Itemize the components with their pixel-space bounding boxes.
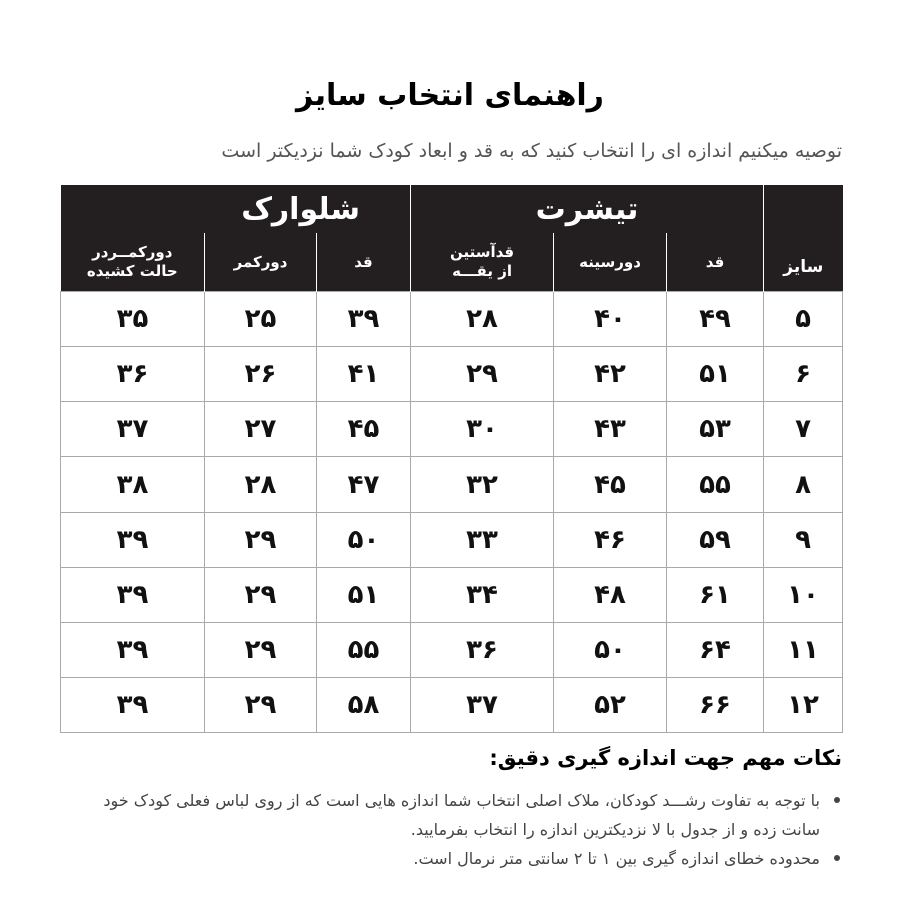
page-subtitle: توصیه میکنیم اندازه ای را انتخاب کنید که به قد و ابعاد کودک شما نزدیکتر است bbox=[221, 140, 842, 162]
bullet-icon bbox=[834, 797, 840, 803]
header-tshirt-chest: دورسینه bbox=[554, 233, 667, 292]
table-row bbox=[61, 457, 843, 512]
cell-waist-stretched: ۳۶ bbox=[61, 347, 205, 402]
cell-tshirt-chest: ۴۲ bbox=[554, 347, 667, 402]
cell-waist-stretched: ۳۹ bbox=[61, 677, 205, 732]
header-pants-height: قد bbox=[317, 233, 411, 292]
notes-title: نکات مهم جهت اندازه گیری دقیق: bbox=[489, 746, 842, 770]
cell-tshirt-height: ۵۱ bbox=[667, 347, 764, 402]
cell-waist: ۲۸ bbox=[205, 457, 317, 512]
cell-tshirt-height: ۶۱ bbox=[667, 567, 764, 622]
cell-sleeve-length: ۳۶ bbox=[411, 622, 554, 677]
cell-pants-height: ۳۹ bbox=[317, 292, 411, 347]
cell-size: ۵ bbox=[764, 292, 843, 347]
cell-sleeve-length: ۳۴ bbox=[411, 567, 554, 622]
table-row bbox=[61, 622, 843, 677]
table-row bbox=[61, 677, 843, 732]
cell-tshirt-chest: ۴۶ bbox=[554, 512, 667, 567]
table-row bbox=[61, 567, 843, 622]
cell-pants-height: ۴۱ bbox=[317, 347, 411, 402]
cell-waist: ۲۹ bbox=[205, 622, 317, 677]
cell-size: ۹ bbox=[764, 512, 843, 567]
cell-size: ۱۱ bbox=[764, 622, 843, 677]
cell-waist: ۲۷ bbox=[205, 402, 317, 457]
header-waist: دورکمر bbox=[205, 233, 317, 292]
cell-size: ۶ bbox=[764, 347, 843, 402]
header-group-pants: شلوارک bbox=[61, 185, 411, 233]
cell-size: ۱۲ bbox=[764, 677, 843, 732]
cell-waist: ۲۹ bbox=[205, 512, 317, 567]
cell-sleeve-length: ۳۷ bbox=[411, 677, 554, 732]
cell-sleeve-length: ۳۲ bbox=[411, 457, 554, 512]
cell-waist: ۲۹ bbox=[205, 567, 317, 622]
cell-pants-height: ۵۸ bbox=[317, 677, 411, 732]
cell-tshirt-height: ۵۳ bbox=[667, 402, 764, 457]
size-table bbox=[60, 185, 843, 733]
cell-tshirt-height: ۴۹ bbox=[667, 292, 764, 347]
table-row bbox=[61, 292, 843, 347]
table-row bbox=[61, 402, 843, 457]
cell-tshirt-chest: ۴۸ bbox=[554, 567, 667, 622]
cell-size: ۸ bbox=[764, 457, 843, 512]
cell-pants-height: ۴۵ bbox=[317, 402, 411, 457]
cell-waist: ۲۶ bbox=[205, 347, 317, 402]
cell-pants-height: ۵۵ bbox=[317, 622, 411, 677]
cell-tshirt-chest: ۴۳ bbox=[554, 402, 667, 457]
cell-pants-height: ۵۰ bbox=[317, 512, 411, 567]
cell-tshirt-chest: ۵۲ bbox=[554, 677, 667, 732]
cell-sleeve-length: ۲۹ bbox=[411, 347, 554, 402]
header-group-tshirt: تیشرت bbox=[411, 185, 764, 233]
header-tshirt-height: قد bbox=[667, 233, 764, 292]
cell-waist-stretched: ۳۷ bbox=[61, 402, 205, 457]
cell-waist: ۲۹ bbox=[205, 677, 317, 732]
cell-waist-stretched: ۳۵ bbox=[61, 292, 205, 347]
cell-sleeve-length: ۲۸ bbox=[411, 292, 554, 347]
cell-waist-stretched: ۳۹ bbox=[61, 512, 205, 567]
cell-tshirt-height: ۵۹ bbox=[667, 512, 764, 567]
cell-tshirt-height: ۵۵ bbox=[667, 457, 764, 512]
notes-list bbox=[60, 786, 842, 873]
cell-pants-height: ۵۱ bbox=[317, 567, 411, 622]
cell-sleeve-length: ۳۰ bbox=[411, 402, 554, 457]
table-row bbox=[61, 512, 843, 567]
table-sub-header-row bbox=[61, 233, 843, 292]
header-waist-stretched: دورکمــردر حالت کشیده bbox=[61, 233, 205, 292]
cell-tshirt-chest: ۴۵ bbox=[554, 457, 667, 512]
cell-waist-stretched: ۳۸ bbox=[61, 457, 205, 512]
page-title: راهنمای انتخاب سایز bbox=[296, 78, 604, 113]
table-row bbox=[61, 347, 843, 402]
cell-waist-stretched: ۳۹ bbox=[61, 567, 205, 622]
table-group-header-row bbox=[61, 185, 843, 233]
note-item: محدوده خطای اندازه گیری بین ۱ تا ۲ سانتی متر نرمال است. bbox=[60, 844, 842, 873]
cell-tshirt-chest: ۵۰ bbox=[554, 622, 667, 677]
cell-tshirt-height: ۶۶ bbox=[667, 677, 764, 732]
cell-pants-height: ۴۷ bbox=[317, 457, 411, 512]
header-sleeve-length: قدآستین از یقـــه bbox=[411, 233, 554, 292]
note-item: با توجه به تفاوت رشـــد کودکان، ملاک اصلی انتخاب شما اندازه هایی است که از روی لباس فعلی کودک خود سانت زده و از جدول با لا نزدیکترین اندازه را انتخاب بفرمایید. bbox=[60, 786, 842, 844]
bullet-icon bbox=[834, 855, 840, 861]
cell-size: ۷ bbox=[764, 402, 843, 457]
cell-size: ۱۰ bbox=[764, 567, 843, 622]
header-size: سایز bbox=[764, 185, 843, 292]
cell-sleeve-length: ۳۳ bbox=[411, 512, 554, 567]
cell-waist: ۲۵ bbox=[205, 292, 317, 347]
cell-waist-stretched: ۳۹ bbox=[61, 622, 205, 677]
cell-tshirt-chest: ۴۰ bbox=[554, 292, 667, 347]
cell-tshirt-height: ۶۴ bbox=[667, 622, 764, 677]
